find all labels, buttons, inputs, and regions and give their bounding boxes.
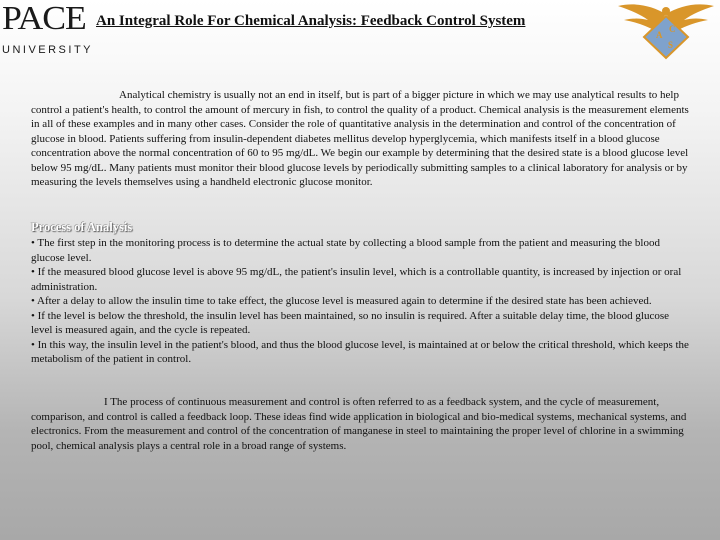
eagle-icon (612, 0, 720, 62)
logo-subtitle: UNIVERSITY (2, 44, 94, 56)
logo-wordmark: PACE (2, 0, 86, 37)
badge-letter-s: S (668, 40, 674, 50)
bullet-item: • After a delay to allow the insulin time to take effect, the glucose level is measured again to determine if the desired state has been achieved. (31, 295, 652, 307)
acs-eagle-logo (612, 0, 720, 62)
badge-letter-a: A (656, 30, 663, 40)
bullet-item: • In this way, the insulin level in the patient's blood, and thus the blood glucose level, is maintained at or below the critical threshold, which keeps the metabolism of the patient in control. (31, 338, 689, 365)
slide-title: An Integral Role For Chemical Analysis: Feedback Control System (96, 13, 526, 29)
intro-paragraph: Analytical chemistry is usually not an end in itself, but is part of a bigger picture in which we may use analytical results to help control a patient's health, to control the amount of mercury in fish, to control the quality of a product. Chemical analysis is the measurement elements in all of these examples and in many other cases. Consider the role of quantitative analysis in the determination and control of the concentration of glucose in blood. Patients suffering from insulin-dependent diabetes mellitus develop hyperglycemia, which manifests itself in a blood glucose concentration above the normal concentration of 60 to 95 mg/dL. We begin our example by determining that the desired state is a blood glucose level below 95 mg/dL. Many patients must monitor their blood glucose levels by periodically submitting samples to a clinical laboratory for analysis or by measuring the levels themselves using a handheld electronic glucose monitor. (31, 89, 689, 188)
closing-paragraph: I The process of continuous measurement and control is often referred to as a feedback system, and the cycle of measurement, comparison, and control is called a feedback loop. These ideas find wide application in biological and bio-medical systems, mechanical systems, and electronics. From the measurement and control of the concentration of manganese in steel to maintaining the proper level of chlorine in a swimming pool, chemical analysis plays a central role in a broad range of systems. (31, 396, 687, 452)
process-bullet-list (31, 236, 691, 367)
pace-university-logo (2, 2, 94, 62)
bullet-item: • If the measured blood glucose level is above 95 mg/dL, the patient's insulin level, which is a controllable quantity, is increased by injection or oral administration. (31, 266, 682, 293)
section-heading: Process of Analysis (31, 220, 133, 234)
bullet-item: • If the level is below the threshold, the insulin level has been maintained, so no insulin is required. After a suitable delay time, the blood glucose level is measured again, and the cycle is repeated. (31, 309, 670, 336)
badge-letter-c: C (669, 24, 676, 34)
bullet-item: • The first step in the monitoring process is to determine the actual state by collecting a blood sample from the patient and measuring the blood glucose level. (31, 237, 660, 264)
